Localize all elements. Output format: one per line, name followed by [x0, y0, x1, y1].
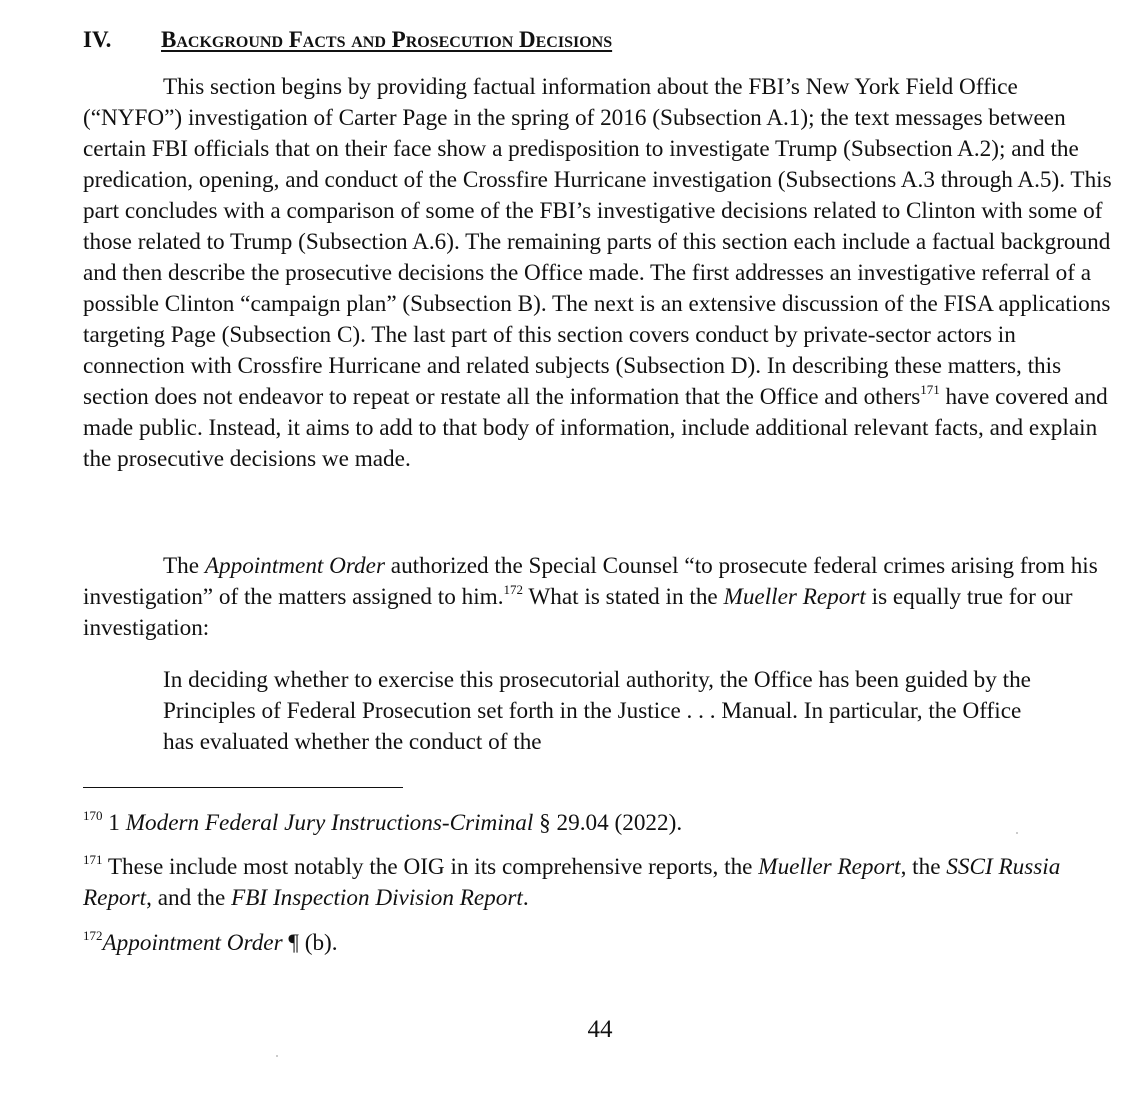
footnote-ref-171[interactable]: 171 [920, 382, 940, 397]
footnote-citation-title: Mueller Report [758, 854, 901, 880]
section-number: IV. [83, 27, 112, 52]
paragraph-2-text-end: is equally true for our investigation: [83, 584, 1073, 641]
paragraph-2-text-post: What is stated in the [523, 584, 724, 610]
footnote-170 [83, 808, 1113, 839]
footnote-citation-title: SSCI Russia Report [83, 854, 1061, 911]
footnote-text: ¶ (b). [282, 930, 338, 956]
footnote-text: § 29.04 (2022). [533, 810, 683, 836]
footnote-text: , the [900, 854, 947, 880]
footnote-number: 172 [83, 928, 103, 943]
footnote-ref-172[interactable]: 172 [503, 582, 524, 597]
footnote-text: 1 [102, 810, 126, 836]
footnote-text: These include most notably the OIG in its comprehensive reports, the [102, 854, 759, 880]
footnote-citation-title: Modern Federal Jury Instructions-Criminal [125, 810, 534, 836]
section-title: Background Facts and Prosecution Decisions [161, 27, 613, 52]
appointment-order-title: Appointment Order [204, 553, 385, 579]
paragraph-2-text-start: The [163, 553, 205, 579]
paragraph-2-text-mid: authorized the Special Counsel “to prosecute federal crimes arising from his investigation” of the matters assigned to him. [83, 553, 1098, 610]
paragraph-1-text: This section begins by providing factual information about the FBI’s New York Field Office (“NYFO”) investigation of Carter Page in the spring of 2016 (Subsection A.1); the text messages between certain FBI officials that on their face show a predisposition to investigate Trump (Subsection A.2); and the predication, opening, and conduct of the Crossfire Hurricane investigation (Subsections A.3 through A.5). This part concludes with a comparison of some of the FBI’s investigative decisions related to Clinton with some of those related to Trump (Subsection A.6). The remaining parts of this section each include a factual background and then describe the prosecutive decisions the Office made. The first addresses an investigative referral of a possible Clinton “campaign plan” (Subsection B). The next is an extensive discussion of the FISA applications targeting Page (Subsection C). The last part of this section covers conduct by private-sector actors in connection with Crossfire Hurricane and related subjects (Subsection D). In describing these matters, this section does not endeavor to repeat or restate all the information that the Office and others [83, 74, 1112, 410]
paragraph-1-text-end: have covered and made public. Instead, it aims to add to that body of information, include additional relevant facts, and explain the prosecutive decisions we made. [83, 384, 1108, 472]
body-paragraph-1 [83, 72, 1113, 475]
scan-speck [1016, 832, 1018, 834]
footnote-text: . [522, 885, 529, 911]
scan-speck [276, 1055, 278, 1057]
footnote-171 [83, 852, 1113, 914]
body-paragraph-2 [83, 551, 1113, 644]
page-number: 44 [587, 1016, 613, 1043]
footnote-citation-title: Appointment Order [102, 930, 283, 956]
mueller-report-title: Mueller Report [723, 584, 866, 610]
block-quote: In deciding whether to exercise this prosecutorial authority, the Office has been guided by the Principles of Federal Prosecution set forth in the Justice . . . Manual. In particular, the Office has evaluated whether the conduct of the [163, 667, 1031, 755]
footnote-172 [83, 928, 1113, 959]
footnote-text: , and the [146, 885, 232, 911]
footnote-citation-title: FBI Inspection Division Report [231, 885, 523, 911]
section-heading [83, 26, 612, 54]
footnote-separator [83, 787, 403, 788]
footnote-number: 170 [83, 808, 103, 823]
footnote-number: 171 [83, 852, 103, 867]
